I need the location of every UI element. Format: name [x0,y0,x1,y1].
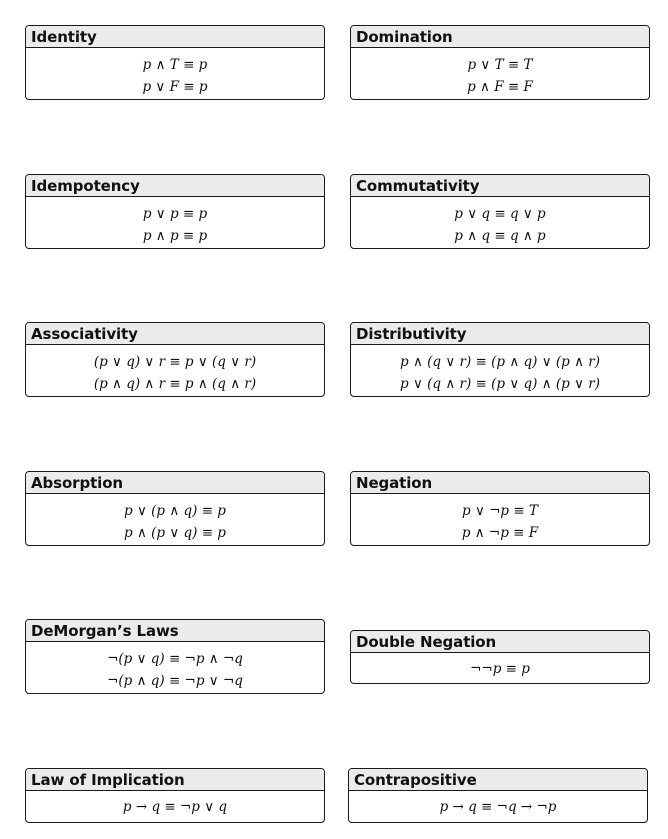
card-distributivity [350,322,650,397]
law-line: p ∧ (q ∨ r) ≡ (p ∧ q) ∨ (p ∧ r) [400,354,600,370]
law-line: p ∨ (q ∧ r) ≡ (p ∨ q) ∧ (p ∨ r) [400,376,600,392]
law-line: (p ∨ q) ∨ r ≡ p ∨ (q ∨ r) [93,354,257,370]
law-line: p ∧ p ≡ p [142,228,208,244]
card-title: Negation [351,472,649,494]
law-line: ¬¬p ≡ p [470,661,530,677]
card-title: Idempotency [26,175,324,197]
card-title: Distributivity [351,323,649,345]
card-identity [25,25,325,100]
law-line: p ∨ q ≡ q ∨ p [454,206,546,222]
card-title: Domination [351,26,649,48]
law-line: p ∨ ¬p ≡ T [462,503,538,519]
law-line: p ∧ (p ∨ q) ≡ p [124,525,226,541]
law-line: p → q ≡ ¬q → ¬p [439,799,557,815]
law-line: p ∧ ¬p ≡ F [461,525,539,541]
card-title: Contrapositive [349,769,647,791]
card-associativity [25,322,325,397]
card-title: Commutativity [351,175,649,197]
law-line: p ∨ (p ∧ q) ≡ p [124,503,226,519]
law-line: p ∧ T ≡ p [142,57,208,73]
card-title: Associativity [26,323,324,345]
law-line: p ∧ F ≡ F [467,79,533,95]
card-demorgans-laws [25,619,325,694]
card-commutativity [350,174,650,249]
card-double-negation [350,630,650,684]
card-title: Identity [26,26,324,48]
card-domination [350,25,650,100]
card-title: Absorption [26,472,324,494]
law-line: ¬(p ∨ q) ≡ ¬p ∧ ¬q [107,651,243,667]
card-title: DeMorgan’s Laws [26,620,324,642]
card-title: Double Negation [351,631,649,653]
law-line: p → q ≡ ¬p ∨ q [122,799,228,815]
card-law-of-implication [25,768,325,823]
card-negation [350,471,650,546]
card-absorption [25,471,325,546]
law-line: ¬(p ∧ q) ≡ ¬p ∨ ¬q [107,673,243,689]
law-line: (p ∧ q) ∧ r ≡ p ∧ (q ∧ r) [93,376,257,392]
law-line: p ∨ T ≡ T [467,57,533,73]
law-line: p ∧ q ≡ q ∧ p [454,228,546,244]
card-idempotency [25,174,325,249]
law-line: p ∨ p ≡ p [142,206,208,222]
card-contrapositive [348,768,648,823]
card-title: Law of Implication [26,769,324,791]
law-line: p ∨ F ≡ p [142,79,208,95]
